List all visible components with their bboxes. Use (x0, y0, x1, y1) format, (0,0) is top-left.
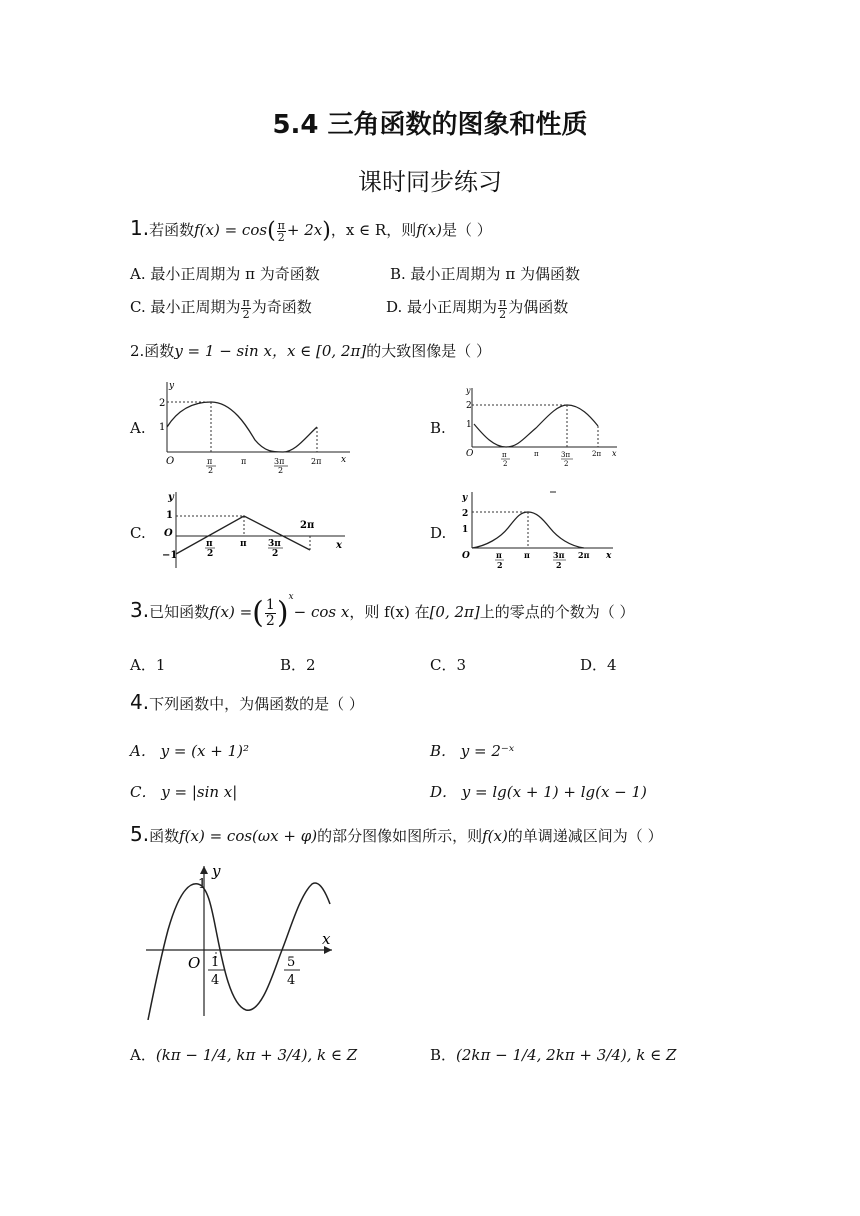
q2-label-a: A. (130, 419, 146, 437)
svg-text:4: 4 (287, 973, 296, 988)
x-axis-label: x (341, 455, 347, 465)
question-number: 1. (130, 216, 150, 240)
svg-text:2: 2 (278, 466, 284, 473)
question-text: 若函数 (149, 221, 195, 239)
svg-text:2π: 2π (592, 450, 602, 458)
svg-text:2: 2 (503, 460, 508, 468)
q3-option-d: D．4 (580, 656, 617, 674)
question-number: 4. (130, 690, 150, 714)
svg-text:1: 1 (166, 510, 173, 521)
origin-label: O (166, 456, 175, 467)
q1-option-b: B. 最小正周期为 π 为偶函数 (390, 265, 580, 283)
question-3: 3.已知函数f(x) =( $\frac{1}{2}$ )$^x$− cos x，则 f(x) 在[0, 2π]上的零点的个数为（ ） (130, 592, 635, 631)
page-subtitle: 课时同步练习 (358, 168, 502, 196)
svg-text:2: 2 (207, 549, 214, 559)
q3-option-a: A．1 (130, 656, 166, 674)
svg-text:5: 5 (287, 955, 296, 970)
svg-text:4: 4 (211, 973, 220, 988)
q3-option-b: B．2 (280, 656, 316, 674)
tick-2: 2 (159, 398, 166, 409)
q2-label-b: B. (430, 419, 446, 437)
svg-text:x: x (336, 540, 342, 551)
y-axis-label: y (169, 381, 175, 391)
svg-text:2π: 2π (578, 550, 590, 560)
svg-text:π: π (206, 539, 213, 549)
q5-option-b: B．(2kπ − 1/4, 2kπ + 3/4), k ∈ Z (430, 1046, 677, 1064)
fraction: $\frac{\pi}{2}$ (242, 295, 250, 321)
question-5: 5.函数f(x) = cos(ωx + φ)的部分图像如图所示，则f(x)的单调递减区间为（ ） (130, 822, 663, 846)
svg-text:3π: 3π (553, 550, 565, 560)
svg-text:2: 2 (462, 509, 469, 519)
svg-text:y: y (462, 493, 468, 503)
svg-text:3π: 3π (274, 457, 285, 466)
q1-option-a: A. 最小正周期为 π 为奇函数 (130, 265, 320, 283)
svg-text:2: 2 (564, 460, 569, 468)
q4-option-c: C． y = |sin x| (130, 783, 238, 801)
svg-text:π: π (502, 451, 507, 459)
q4-option-d: D． y = lg(x + 1) + lg(x − 1) (430, 783, 647, 801)
svg-text:x: x (606, 551, 612, 561)
question-4: 4.下列函数中，为偶函数的是（ ） (130, 690, 364, 714)
formula: y = 1 − sin x (174, 342, 272, 360)
svg-text:1: 1 (198, 877, 207, 892)
svg-text:π: π (496, 550, 502, 560)
q3-option-c: C．3 (430, 656, 467, 674)
question-2: 2.函数y = 1 − sin x，x ∈ [0, 2π]的大致图像是（ ） (130, 342, 492, 360)
fraction: $\frac{\pi}{2}$ (499, 295, 507, 321)
svg-text:1: 1 (211, 955, 220, 970)
svg-text:2: 2 (556, 560, 562, 570)
q4-option-a: A． y = (x + 1)² (130, 742, 250, 760)
svg-text:y: y (168, 492, 174, 503)
svg-text:−1: −1 (162, 550, 178, 561)
svg-text:2: 2 (272, 549, 279, 559)
svg-text:π: π (534, 450, 539, 458)
question-number: 3. (130, 598, 150, 622)
svg-text:2π: 2π (300, 520, 315, 531)
q4-option-b: B． y = 2⁻ˣ (430, 742, 515, 760)
graph-c (160, 488, 350, 573)
svg-text:y: y (212, 862, 221, 880)
svg-text:π: π (524, 550, 530, 560)
svg-text:3π: 3π (268, 539, 281, 549)
svg-text:O: O (188, 954, 201, 972)
svg-text:O: O (164, 528, 173, 539)
question-number: 5. (130, 822, 150, 846)
svg-text:y: y (466, 386, 471, 395)
svg-text:2π: 2π (311, 457, 322, 466)
page-title: 5.4 三角函数的图象和性质 (272, 110, 588, 140)
svg-text:π: π (207, 457, 213, 466)
svg-text:1: 1 (462, 525, 469, 535)
formula: f(x) = cos (194, 221, 268, 239)
q1-option-d: D. 最小正周期为 $\frac{\pi}{2}$ 为偶函数 (386, 295, 569, 321)
svg-text:π: π (241, 457, 247, 466)
svg-text:π: π (240, 539, 247, 549)
svg-text:1: 1 (466, 420, 472, 430)
svg-text:2: 2 (208, 466, 214, 473)
svg-text:2: 2 (466, 401, 472, 411)
graph-a (155, 378, 355, 473)
graph-d (458, 486, 618, 576)
svg-text:O: O (466, 449, 474, 459)
q5-option-a: A．(kπ − 1/4, kπ + 3/4), k ∈ Z (130, 1046, 358, 1064)
graph-q5 (140, 860, 340, 1020)
graph-b (462, 384, 622, 469)
svg-text:x: x (322, 930, 331, 948)
svg-text:2: 2 (497, 560, 503, 570)
fraction: $\frac{1}{2}$ (265, 596, 275, 629)
q2-label-d: D. (430, 524, 447, 542)
question-1: 1.若函数f(x) = cos( $\frac{\pi}{2}$ + 2x)，x ∈ R，则f(x)是（ ） (130, 216, 492, 244)
q2-label-c: C. (130, 524, 146, 542)
q1-option-c: C. 最小正周期为 $\frac{\pi}{2}$ 为奇函数 (130, 295, 312, 321)
svg-text:O: O (462, 551, 470, 561)
svg-text:3π: 3π (561, 451, 571, 459)
tick-1: 1 (159, 422, 166, 433)
formula: f(x) = cos(ωx + φ) (179, 827, 318, 845)
svg-text:x: x (612, 449, 617, 458)
fraction: $\frac{\pi}{2}$ (277, 218, 285, 244)
